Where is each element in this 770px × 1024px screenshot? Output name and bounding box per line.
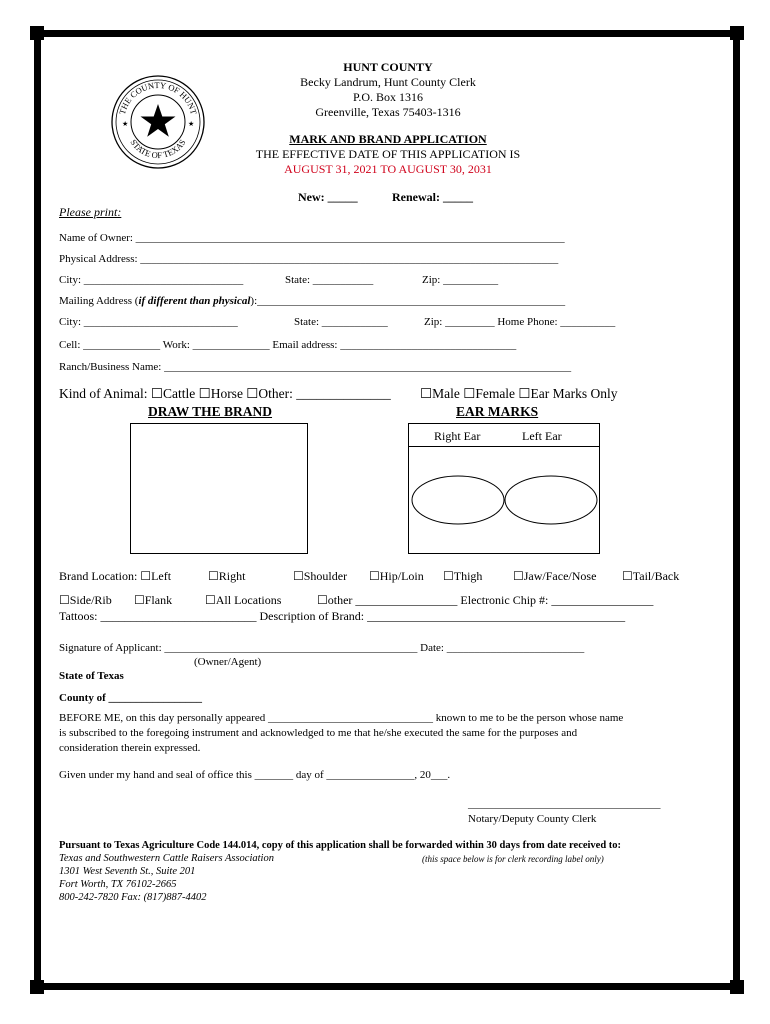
notary-consideration: consideration therein expressed. bbox=[59, 742, 201, 754]
corner-ornament bbox=[730, 26, 744, 40]
corner-ornament bbox=[730, 980, 744, 994]
notary-given[interactable]: Given under my hand and seal of office this _______ day of ________________, 20___. bbox=[59, 769, 451, 781]
state-field[interactable]: State: ___________ bbox=[285, 274, 374, 286]
draw-brand-title: DRAW THE BRAND bbox=[148, 404, 273, 419]
clerk-name: Becky Landrum, Hunt County Clerk bbox=[300, 75, 476, 89]
association-phone: 800-242-7820 Fax: (817)887-4402 bbox=[59, 892, 207, 903]
please-print: Please print: bbox=[59, 205, 122, 219]
seal-text-top: THE COUNTY OF HUNT bbox=[116, 79, 200, 116]
physical-address-field[interactable]: Physical Address: ____________________________________________________________________________ bbox=[59, 253, 559, 265]
ear-marks-title: EAR MARKS bbox=[456, 404, 539, 419]
brand-location-shoulder[interactable]: ☐Shoulder bbox=[293, 569, 348, 583]
effective-date-label: THE EFFECTIVE DATE OF THIS APPLICATION IS bbox=[255, 147, 521, 161]
zip-field[interactable]: Zip: __________ bbox=[422, 274, 499, 286]
notary-subscribed: is subscribed to the foregoing instrument and acknowledged to me that he/she executed the same for the purposes and bbox=[59, 727, 578, 739]
mailing-suffix: ):________________________________________________________ bbox=[250, 295, 566, 307]
contact-field[interactable]: Cell: ______________ Work: ______________ Email address: ________________________________ bbox=[59, 339, 517, 351]
mailing-address-field[interactable] bbox=[59, 295, 565, 307]
brand-location-right[interactable]: ☐Right bbox=[208, 569, 246, 583]
svg-text:★: ★ bbox=[188, 120, 195, 128]
mailing-zip-phone-field[interactable]: Zip: _________ Home Phone: __________ bbox=[424, 316, 616, 328]
association-street: 1301 West Seventh St., Suite 201 bbox=[59, 866, 196, 877]
signature-date-field[interactable]: Signature of Applicant: ______________________________________________ Date: _________________________ bbox=[59, 642, 585, 654]
brand-location-tail[interactable]: ☐Tail/Back bbox=[622, 569, 680, 583]
sex-options[interactable]: ☐Male ☐Female ☐Ear Marks Only bbox=[420, 386, 618, 401]
brand-location-flank[interactable]: ☐Flank bbox=[134, 593, 173, 607]
owner-agent-label: (Owner/Agent) bbox=[194, 656, 262, 668]
brand-location-other-chip[interactable]: ☐other _________________ Electronic Chip #: _________________ bbox=[317, 593, 654, 607]
brand-location-side[interactable]: ☐Side/Rib bbox=[59, 593, 112, 607]
ear-marks-area[interactable] bbox=[408, 423, 600, 554]
ranch-name-field[interactable]: Ranch/Business Name: __________________________________________________________________________ bbox=[59, 361, 572, 373]
mailing-city-field[interactable]: City: ____________________________ bbox=[59, 316, 238, 328]
mailing-prefix: Mailing Address ( bbox=[59, 295, 139, 307]
seal-text-bottom: STATE OF TEXAS bbox=[128, 137, 188, 161]
county-name: HUNT COUNTY bbox=[343, 60, 433, 74]
brand-location-jaw[interactable]: ☐Jaw/Face/Nose bbox=[513, 569, 597, 583]
state-of-texas: State of Texas bbox=[59, 670, 124, 682]
corner-ornament bbox=[30, 26, 44, 40]
pursuant-statement: Pursuant to Texas Agriculture Code 144.014, copy of this application shall be forwarded within 30 days from date received to: bbox=[59, 840, 622, 851]
new-field[interactable]: New: _____ bbox=[298, 190, 358, 204]
ear-marks-divider bbox=[409, 446, 599, 447]
owner-name-field[interactable]: Name of Owner: ______________________________________________________________________________ bbox=[59, 232, 565, 244]
svg-text:★: ★ bbox=[122, 120, 129, 128]
county-seal bbox=[110, 74, 206, 170]
brand-drawing-area[interactable] bbox=[130, 423, 308, 554]
left-ear-label: Left Ear bbox=[522, 429, 562, 443]
brand-location-hip[interactable]: ☐Hip/Loin bbox=[369, 569, 424, 583]
city-state: Greenville, Texas 75403-1316 bbox=[315, 105, 461, 119]
form-title: MARK AND BRAND APPLICATION bbox=[289, 132, 487, 146]
brand-location-all[interactable]: ☐All Locations bbox=[205, 593, 282, 607]
mailing-italic-note: if different than physical bbox=[138, 295, 251, 307]
brand-location-left[interactable]: Brand Location: ☐Left bbox=[59, 569, 172, 583]
renewal-field[interactable]: Renewal: _____ bbox=[392, 190, 473, 204]
effective-dates: AUGUST 31, 2021 TO AUGUST 30, 2031 bbox=[284, 162, 492, 176]
county-of-field[interactable]: County of _________________ bbox=[59, 692, 203, 704]
po-box: P.O. Box 1316 bbox=[352, 90, 423, 104]
ear-ovals bbox=[409, 470, 599, 530]
association-city: Fort Worth, TX 76102-2665 bbox=[59, 879, 177, 890]
brand-location-thigh[interactable]: ☐Thigh bbox=[443, 569, 483, 583]
clerk-label-note: (this space below is for clerk recording label only) bbox=[422, 854, 604, 864]
notary-before-me: BEFORE ME, on this day personally appeared ______________________________ known to me to be the person whose name bbox=[59, 712, 624, 724]
city-field[interactable]: City: _____________________________ bbox=[59, 274, 244, 286]
right-ear-label: Right Ear bbox=[434, 429, 481, 443]
tattoos-description-field[interactable]: Tattoos: __________________________ Description of Brand: ___________________________________________ bbox=[59, 609, 626, 623]
association-name: Texas and Southwestern Cattle Raisers Association bbox=[59, 853, 274, 864]
notary-signature-label: Notary/Deputy County Clerk bbox=[468, 813, 597, 825]
corner-ornament bbox=[30, 980, 44, 994]
mailing-state-field[interactable]: State: ____________ bbox=[294, 316, 388, 328]
notary-signature-line[interactable]: ___________________________________ bbox=[468, 798, 661, 810]
kind-of-animal[interactable]: Kind of Animal: ☐Cattle ☐Horse ☐Other: ______________ bbox=[59, 386, 391, 401]
